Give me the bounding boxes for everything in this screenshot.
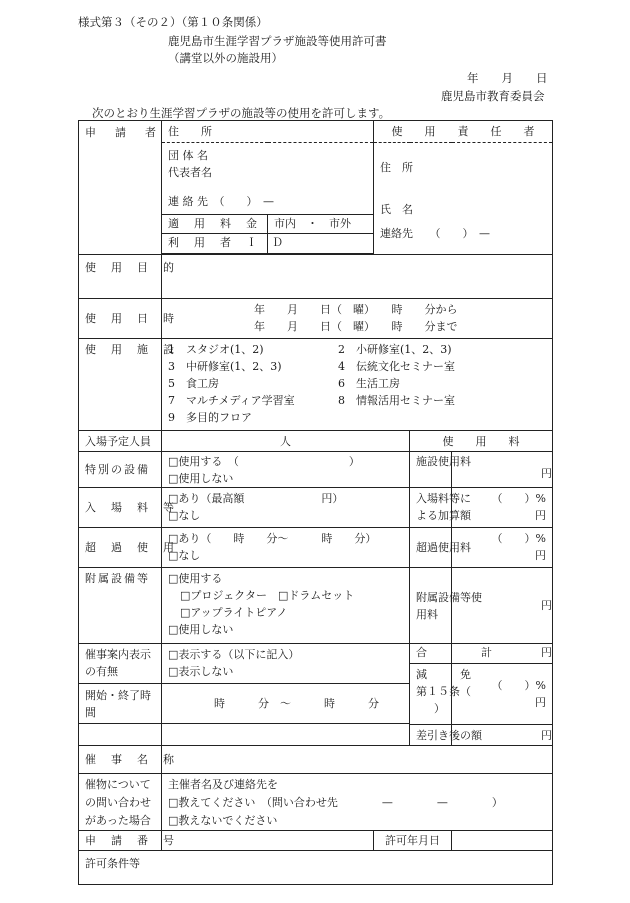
event-name-field[interactable]	[162, 746, 553, 774]
entry-surcharge-value[interactable]: 円	[535, 509, 546, 522]
special-equipment-label: 特別の設備	[79, 452, 162, 488]
attendance-unit[interactable]: 人	[162, 431, 410, 452]
equipment-fee-value[interactable]: 円	[452, 568, 553, 644]
display-yes-checkbox[interactable]: □表示する（以下に記入）	[168, 648, 300, 661]
equipment-fee-label: 用料	[416, 607, 438, 621]
facility-fee-value[interactable]: 円	[452, 452, 553, 488]
equipment-fee-label: 附属設備等使	[416, 590, 482, 604]
facility-item[interactable]: 9 多目的フロア	[168, 411, 252, 424]
exemption-percent[interactable]: （ ）%	[491, 678, 546, 692]
net-amount-label: 差引き後の額	[410, 725, 452, 746]
responsible-address-field[interactable]: 住 所	[380, 161, 413, 174]
net-amount-value[interactable]: 円	[452, 725, 553, 746]
special-use-checkbox[interactable]: □使用する （ ）	[168, 455, 360, 468]
facility-item[interactable]: 5 食工房	[168, 377, 219, 390]
overtime-percent[interactable]: （ ）%	[491, 532, 546, 545]
permit-form-lower	[78, 724, 553, 885]
entry-surcharge-label: よる加算額	[416, 509, 471, 522]
responsible-name-field[interactable]: 氏 名	[380, 202, 413, 216]
permit-date-label: 許可年月日	[374, 831, 452, 851]
facility-item[interactable]: 1 スタジオ(1、2)	[168, 343, 264, 356]
inquiry-no-checkbox[interactable]: □教えないでください	[168, 814, 278, 827]
user-id-label: 利 用 者 Ｉ Ｄ	[162, 234, 268, 254]
responsible-contact-field[interactable]: 連絡先 （ ） —	[380, 226, 490, 240]
overtime-fee-value[interactable]: 円	[535, 549, 546, 562]
applicant-contact-field[interactable]: 連 絡 先 （ ） —	[162, 193, 374, 215]
equipment-nouse-checkbox[interactable]: □使用しない	[168, 623, 234, 636]
responsible-person-header: 使 用 責 任 者	[374, 121, 553, 143]
datetime-to[interactable]: 年 月 日（ 曜） 時 分まで	[254, 320, 458, 333]
issuer-name: 鹿児島市教育委員会	[441, 89, 545, 103]
overtime-fee-label: 超過使用料	[410, 528, 452, 568]
overtime-no-checkbox[interactable]: □なし	[168, 549, 201, 562]
exemption-label: 減 免	[416, 668, 471, 681]
entry-fee-no-checkbox[interactable]: □なし	[168, 509, 201, 522]
display-no-checkbox[interactable]: □表示しない	[168, 665, 234, 678]
purpose-field[interactable]	[162, 255, 553, 299]
facility-item[interactable]: 3 中研修室(1、2、3)	[168, 360, 282, 373]
document-title: 鹿児島市生涯学習プラザ施設等使用許可書	[168, 34, 387, 48]
event-name-label: 催 事 名 称	[79, 746, 162, 774]
equipment-options[interactable]: □プロジェクター □ドラムセット	[180, 589, 355, 602]
inquiry-yes-checkbox[interactable]: □教えてください （問い合わせ先 — — ）	[168, 796, 503, 809]
inquiry-intro: 主催者名及び連絡先を	[168, 778, 278, 791]
conditions-field[interactable]	[79, 851, 553, 885]
conditions-label: 許可条件等	[85, 857, 140, 870]
representative-name-field[interactable]: 代表者名	[168, 166, 212, 179]
exemption-article: 第１５条（	[416, 685, 471, 698]
usage-fee-header: 使 用 料	[410, 431, 553, 452]
equipment-label: 附属設備等	[79, 568, 162, 644]
fee-category-label: 適 用 料 金	[162, 215, 268, 234]
special-nouse-checkbox[interactable]: □使用しない	[168, 472, 234, 485]
facility-item[interactable]: 4 伝統文化セミナー室	[338, 360, 455, 373]
facilities-list	[168, 341, 552, 426]
form-number: 様式第３（その２）（第１０条関係）	[78, 15, 268, 29]
inquiry-label: があった場合	[85, 814, 151, 827]
overtime-label: 超 過 使 用	[79, 528, 162, 568]
display-label: の有無	[85, 665, 118, 678]
equipment-piano-checkbox[interactable]: □アップライトピアノ	[180, 606, 288, 619]
attendance-label: 入場予定人員	[79, 431, 162, 452]
datetime-from[interactable]: 年 月 日（ 曜） 時 分から	[254, 303, 458, 316]
overtime-yes-checkbox[interactable]: □あり（ 時 分〜 時 分）	[168, 532, 377, 545]
entry-surcharge-label: 入場料等に	[416, 492, 471, 505]
entry-surcharge-percent[interactable]: （ ）%	[491, 492, 546, 505]
document-subtitle: （講堂以外の施設用）	[168, 51, 283, 65]
inquiry-label: 催物についての問い合わせ	[85, 778, 151, 809]
application-number-field[interactable]	[162, 831, 374, 851]
equipment-use-checkbox[interactable]: □使用する	[168, 572, 223, 585]
lead-text: 次のとおり生涯学習プラザの施設等の使用を許可します。	[92, 106, 391, 120]
entry-fee-label: 入 場 料 等	[79, 488, 162, 528]
datetime-label: 使 用 日 時	[79, 299, 162, 339]
permit-date-field[interactable]	[452, 831, 553, 851]
facility-fee-label: 施設使用料	[410, 452, 452, 488]
total-value[interactable]: 円	[452, 644, 553, 664]
exemption-value[interactable]: 円	[535, 695, 546, 709]
facility-item[interactable]: 8 情報活用セミナー室	[338, 394, 455, 407]
time-label: 開始・終了時	[85, 688, 151, 702]
group-name-field[interactable]: 団 体 名	[168, 149, 208, 162]
exemption-close: ）	[434, 702, 445, 715]
facilities-label: 使 用 施 設	[79, 339, 162, 431]
fee-category-option[interactable]: 市内 ・ 市外	[268, 215, 374, 234]
total-label: 合 計	[410, 644, 452, 664]
time-range-field[interactable]: 時 分 〜 時 分	[162, 684, 410, 724]
application-number-label: 申 請 番 号	[79, 831, 162, 851]
permit-form-table	[78, 120, 553, 743]
facility-item[interactable]: 2 小研修室(1、2、3)	[338, 343, 452, 356]
facility-item[interactable]: 7 マルチメディア学習室	[168, 394, 295, 407]
applicant-address-field[interactable]: 住 所	[162, 121, 374, 143]
applicant-label: 申 請 者	[79, 121, 162, 255]
entry-fee-yes-checkbox[interactable]: □あり（最高額 円）	[168, 492, 344, 505]
display-label: 催事案内表示	[85, 648, 151, 661]
time-label: 間	[85, 705, 96, 719]
facility-item[interactable]: 6 生活工房	[338, 377, 400, 390]
issue-date: 年 月 日	[467, 71, 548, 85]
purpose-label: 使 用 目 的	[79, 255, 162, 299]
